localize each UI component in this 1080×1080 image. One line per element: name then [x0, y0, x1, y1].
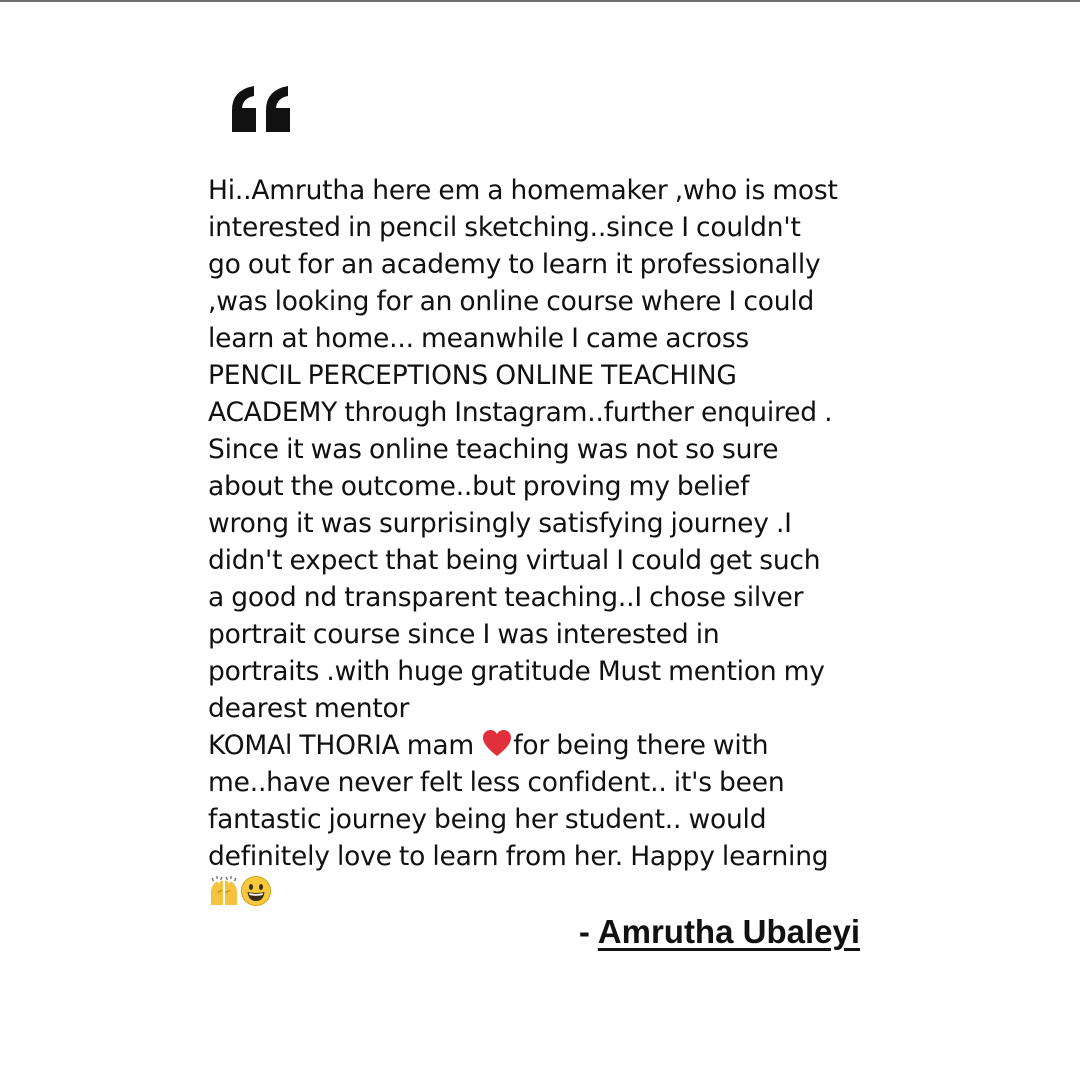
testimonial-line: PENCIL PERCEPTIONS ONLINE TEACHING	[208, 360, 737, 391]
testimonial-signature	[579, 910, 860, 954]
testimonial-line: interested in pencil sketching..since I couldn't	[208, 212, 801, 243]
signature-dash: -	[578, 913, 598, 950]
quote-open-icon	[232, 86, 294, 132]
testimonial-line: Since it was online teaching was not so sure	[208, 434, 779, 465]
top-divider	[0, 0, 1080, 2]
testimonial-line: fantastic journey being her student.. would	[208, 804, 767, 835]
testimonial-line: ,was looking for an online course where I could	[208, 286, 815, 317]
emoji-line	[208, 875, 873, 913]
testimonial-line: about the outcome..but proving my belief	[208, 471, 750, 502]
testimonial-line: learn at home... meanwhile I came across	[208, 323, 750, 354]
testimonial-line: dearest mentor	[208, 693, 410, 724]
testimonial-line: didn't expect that being virtual I could get such	[208, 545, 821, 576]
testimonial-line: definitely love to learn from her. Happy learning	[208, 841, 829, 872]
testimonial-line: Hi..Amrutha here em a homemaker ,who is most	[208, 175, 838, 206]
testimonial-line: wrong it was surprisingly satisfying journey .I	[208, 508, 792, 539]
testimonial-line: me..have never felt less confident.. it's been	[208, 767, 785, 798]
red-heart-icon	[482, 729, 512, 757]
testimonial-line: a good nd transparent teaching..I chose silver	[208, 582, 804, 613]
testimonial-line: go out for an academy to learn it professionally	[208, 249, 821, 280]
testimonial-text	[208, 172, 873, 913]
mentor-line-rest: for being there with	[513, 730, 769, 761]
raised-hands-icon	[208, 875, 240, 907]
mentor-line	[208, 727, 873, 764]
testimonial-line: portraits .with huge gratitude Must mention my	[208, 656, 825, 687]
grinning-face-icon	[240, 875, 272, 907]
testimonial-line: ACADEMY through Instagram..further enquired .	[208, 397, 833, 428]
testimonial-line: portrait course since I was interested in	[208, 619, 720, 650]
mentor-name-text: KOMAl THORIA mam	[208, 730, 482, 761]
author-name: Amrutha Ubaleyi	[597, 913, 860, 950]
